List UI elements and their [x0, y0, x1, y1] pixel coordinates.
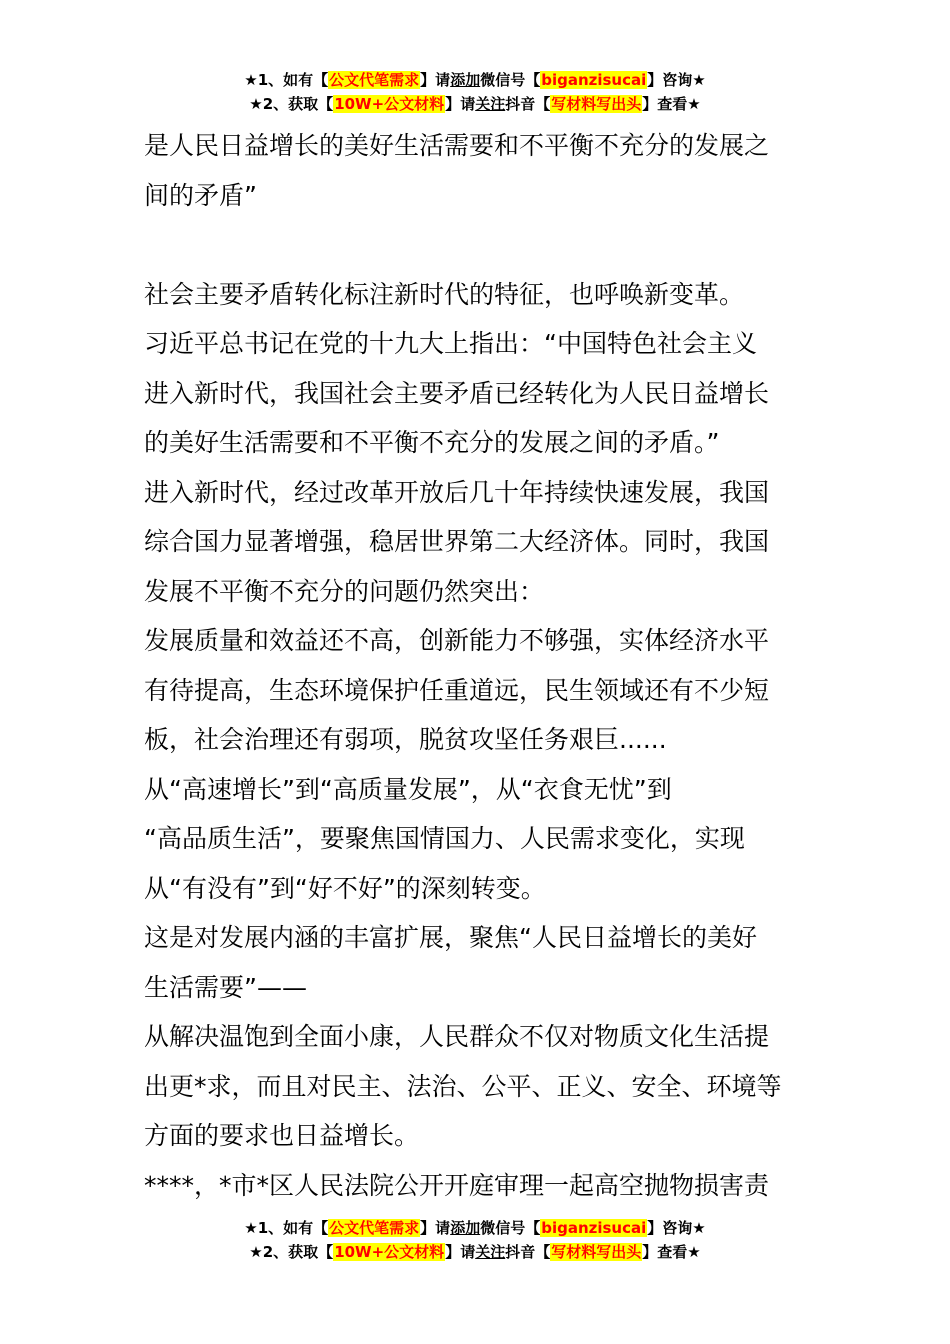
body-line: 方面的要求也日益增长。	[144, 1121, 420, 1150]
banner-text: 】查看★	[642, 95, 701, 113]
underlined-keyword: 添加	[450, 1219, 481, 1237]
body-blank-line	[144, 220, 812, 270]
highlight-service-tag: 公文代笔需求	[329, 71, 420, 89]
body-line: 发展质量和效益还不高，创新能力不够强，实体经济水平	[144, 626, 770, 655]
banner-text: 抖音【	[505, 1243, 551, 1261]
header-banner-line-1	[0, 68, 950, 92]
body-line: 从解决温饱到全面小康，人民群众不仅对物质文化生活提	[144, 1022, 770, 1051]
header-banner-line-2	[0, 92, 950, 116]
banner-text: 】请	[445, 95, 476, 113]
body-line: 这是对发展内涵的丰富扩展，聚焦“人民日益增长的美好	[144, 923, 757, 952]
footer-banner-line-1	[0, 1216, 950, 1240]
body-line: 综合国力显著增强，稳居世界第二大经济体。同时，我国	[144, 527, 770, 556]
document-body	[144, 121, 812, 1210]
highlight-service-tag: 公文代笔需求	[329, 1219, 420, 1237]
footer-banner	[0, 1216, 950, 1264]
highlight-materials-tag: 10W+公文材料	[334, 95, 445, 113]
body-line: 板，社会治理还有弱项，脱贫攻坚任务艰巨......	[144, 725, 667, 754]
banner-text: 微信号【	[480, 1219, 541, 1237]
body-line: 发展不平衡不充分的问题仍然突出：	[144, 576, 545, 606]
underlined-keyword: 添加	[450, 71, 481, 89]
body-line: 的美好生活需要和不平衡不充分的发展之间的矛盾。”	[144, 428, 720, 457]
banner-text: 】请	[420, 1219, 451, 1237]
footer-banner-line-2	[0, 1240, 950, 1264]
banner-text: ★1、如有【	[244, 71, 329, 89]
banner-text: 微信号【	[480, 71, 541, 89]
banner-text: 】请	[445, 1243, 476, 1261]
body-line: 出更*求，而且对民主、法治、公平、正义、安全、环境等	[144, 1071, 782, 1101]
body-line: 间的矛盾”	[144, 180, 257, 210]
highlight-materials-tag: 10W+公文材料	[334, 1243, 445, 1261]
body-line: “高品质生活”，要聚焦国情国力、人民需求变化，实现	[144, 824, 745, 853]
body-line: 是人民日益增长的美好生活需要和不平衡不充分的发展之	[144, 131, 770, 160]
banner-text: 】请	[420, 71, 451, 89]
banner-text: 】查看★	[642, 1243, 701, 1261]
body-line: 进入新时代，我国社会主要矛盾已经转化为人民日益增长	[144, 378, 770, 408]
underlined-keyword: 关注	[475, 95, 506, 113]
highlight-wechat-id: biganzisucai	[541, 71, 647, 89]
highlight-douyin-account: 写材料写出头	[551, 1243, 642, 1261]
banner-text: ★2、获取【	[249, 1243, 334, 1261]
body-line: 有待提高，生态环境保护任重道远，民生领域还有不少短	[144, 675, 770, 705]
banner-text: 抖音【	[505, 95, 551, 113]
body-line: 从“高速增长”到“高质量发展”，从“衣食无忧”到	[144, 774, 672, 804]
body-line: 社会主要矛盾转化标注新时代的特征，也呼唤新变革。	[144, 279, 745, 309]
body-line: 习近平总书记在党的十九大上指出：“中国特色社会主义	[144, 329, 757, 358]
body-line: ****，*市*区人民法院公开开庭审理一起高空抛物损害责	[144, 1170, 770, 1200]
highlight-wechat-id: biganzisucai	[541, 1219, 647, 1237]
underlined-keyword: 关注	[475, 1243, 506, 1261]
banner-text: ★1、如有【	[244, 1219, 329, 1237]
body-line: 生活需要”——	[144, 972, 307, 1002]
highlight-douyin-account: 写材料写出头	[551, 95, 642, 113]
body-line: 进入新时代，经过改革开放后几十年持续快速发展，我国	[144, 477, 770, 507]
body-line: 从“有没有”到“好不好”的深刻转变。	[144, 873, 546, 903]
banner-text: 】咨询★	[647, 1219, 706, 1237]
banner-text: 】咨询★	[647, 71, 706, 89]
banner-text: ★2、获取【	[249, 95, 334, 113]
header-banner	[0, 68, 950, 116]
